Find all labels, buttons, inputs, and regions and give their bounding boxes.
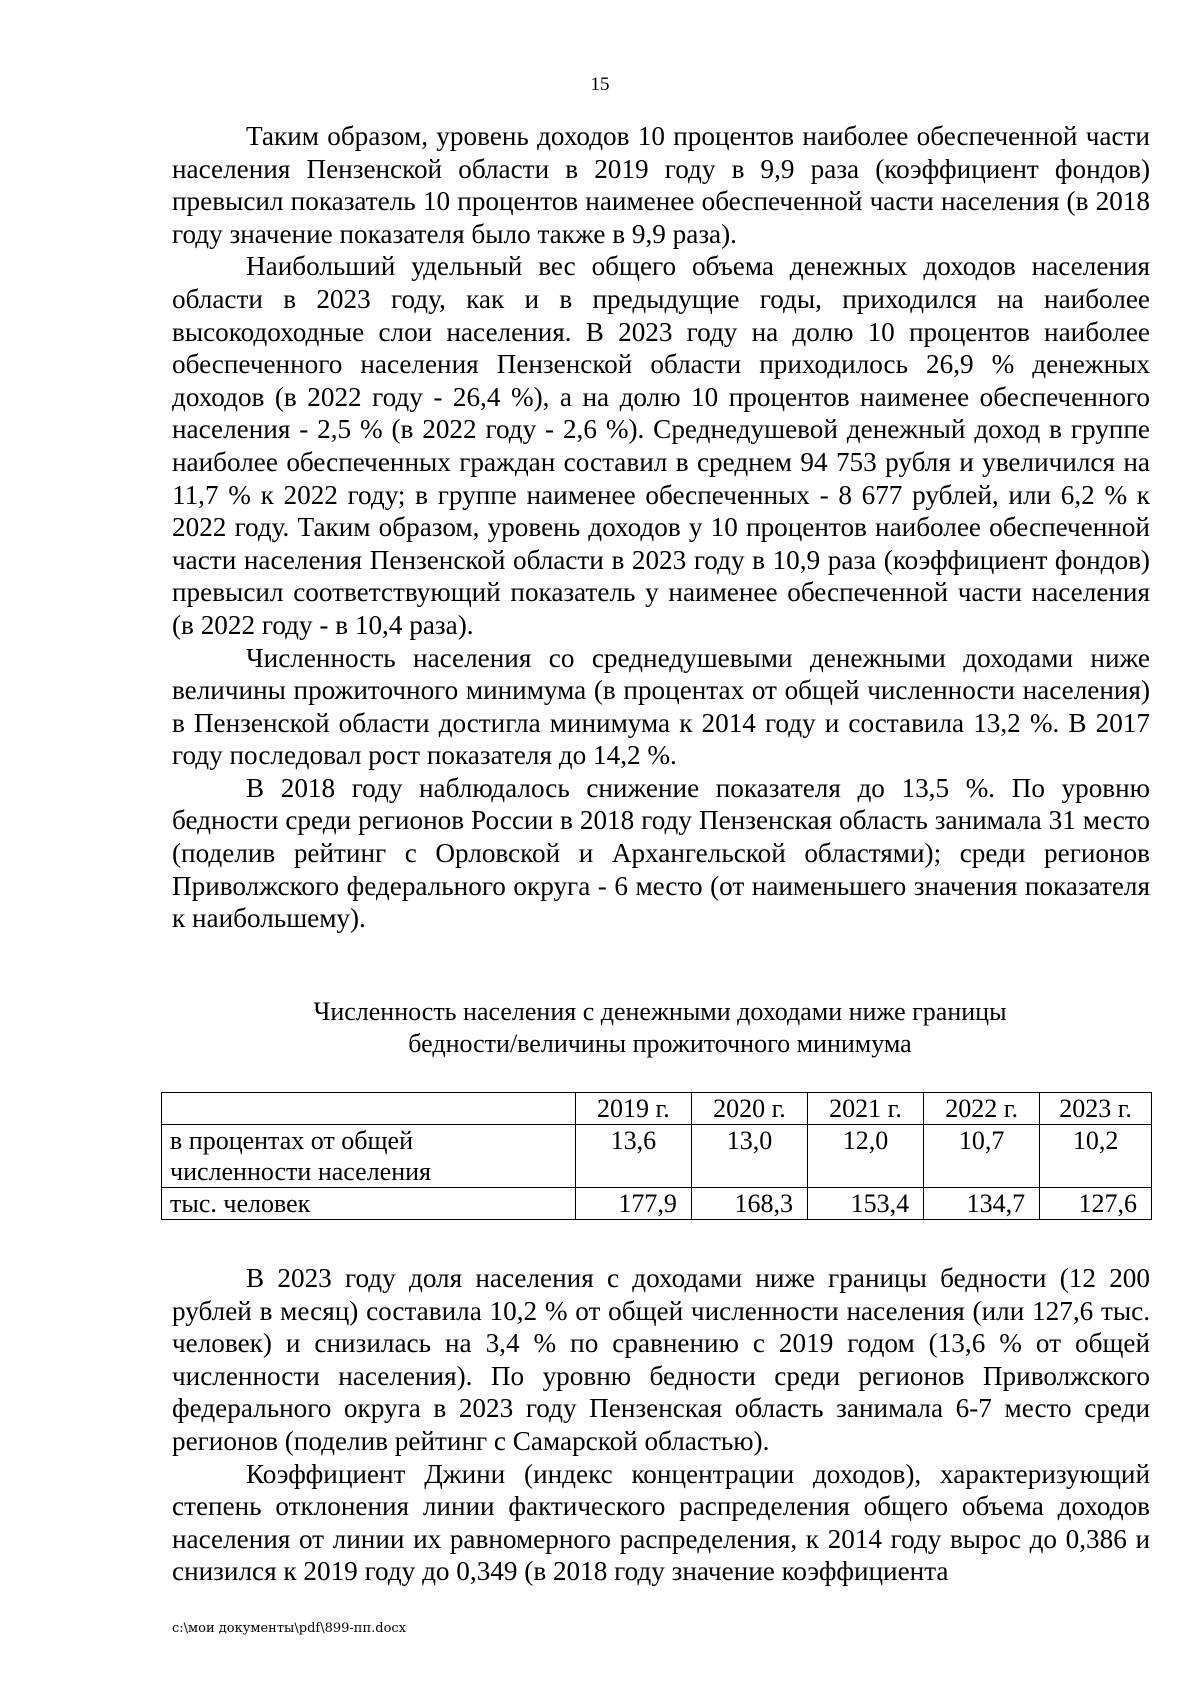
paragraph: В 2023 году доля населения с доходами ниже границы бедности (12 200 рублей в месяц) составила 10,2 % от общей численности населения (или 127,6 тыс. человек) и снизилась на 3,4 % по сравнению с 2019 годом (13,6 % от общей численности населения). По уровню бедности среди регионов Приволжского федерального округа в 2023 году Пензенская область занимала 6-7 место среди регионов (поделив рейтинг с Самарской областью). — [172, 1263, 1150, 1456]
table-cell: 13,0 — [691, 1125, 807, 1188]
paragraph: Численность населения со среднедушевыми денежными доходами ниже величины прожиточного минимума (в процентах от общей численности населения) в Пензенской области достигла минимума к 2014 году и составила 13,2 %. В 2017 году последовал рост показателя до 14,2 %. — [172, 642, 1150, 771]
footer-file-path: c:\мои документы\pdf\899-пп.docx — [172, 1621, 407, 1636]
body-text-top — [172, 120, 1150, 935]
row-label-line: численности населения — [170, 1157, 431, 1186]
table-cell: 153,4 — [807, 1188, 923, 1220]
table-caption-line: бедности/величины прожиточного минимума — [408, 1029, 912, 1058]
table-cell: 10,2 — [1040, 1125, 1152, 1188]
table-corner-cell — [162, 1093, 576, 1125]
paragraph: Таким образом, уровень доходов 10 процентов наиболее обеспеченной части населения Пензенской области в 2019 году в 9,9 раза (коэффициент фондов) превысил показатель 10 процентов наименее обеспеченной части населения (в 2018 году значение показателя было также в 9,9 раза). — [172, 121, 1150, 249]
year-header: 2022 г. — [924, 1093, 1040, 1125]
year-header: 2020 г. — [691, 1093, 807, 1125]
table-row — [162, 1188, 1152, 1220]
row-label-line: в процентах от общей — [170, 1126, 414, 1155]
page-number: 15 — [590, 74, 610, 95]
paragraph: Коэффициент Джини (индекс концентрации доходов), характеризующий степень отклонения линии фактического распределения общего объема доходов населения от линии их равномерного распределения, к 2014 году вырос до 0,386 и снизился к 2019 году до 0,349 (в 2018 году значение коэффициента — [172, 1458, 1150, 1587]
year-header: 2019 г. — [575, 1093, 691, 1125]
paragraph: Наибольший удельный вес общего объема денежных доходов населения области в 2023 году, как и в предыдущие годы, приходился на наиболее высокодоходные слои населения. В 2023 году на долю 10 процентов наиболее обеспеченного населения Пензенской области приходилось 26,9 % денежных доходов (в 2022 году - 26,4 %), а на долю 10 процентов наименее обеспеченного населения - 2,5 % (в 2022 году - 2,6 %). Среднедушевой денежный доход в группе наиболее обеспеченных граждан составил в среднем 94 753 рубля и увеличился на 11,7 % к 2022 году; в группе наименее обеспеченных - 8 677 рублей, или 6,2 % к 2022 году. Таким образом, уровень доходов у 10 процентов наиболее обеспеченной части населения Пензенской области в 2023 году в 10,9 раза (коэффициент фондов) превысил соответствующий показатель у наименее обеспеченной части населения (в 2022 году - в 10,4 раза). — [172, 251, 1150, 640]
year-header: 2023 г. — [1040, 1093, 1152, 1125]
row-label: тыс. человек — [162, 1188, 576, 1220]
table-cell: 127,6 — [1040, 1188, 1152, 1220]
table-cell: 10,7 — [924, 1125, 1040, 1188]
row-label — [162, 1125, 576, 1188]
table-caption — [160, 996, 1160, 1060]
table-cell: 168,3 — [691, 1188, 807, 1220]
year-header: 2021 г. — [807, 1093, 923, 1125]
table-caption-line: Численность населения с денежными доходами ниже границы — [313, 997, 1007, 1026]
table-row — [162, 1125, 1152, 1188]
table-cell: 12,0 — [807, 1125, 923, 1188]
table-cell: 134,7 — [924, 1188, 1040, 1220]
table-header-row — [162, 1093, 1152, 1125]
table-cell: 177,9 — [575, 1188, 691, 1220]
poverty-table — [161, 1092, 1152, 1220]
table-cell: 13,6 — [575, 1125, 691, 1188]
paragraph: В 2018 году наблюдалось снижение показателя до 13,5 %. По уровню бедности среди регионов России в 2018 году Пензенская область занимала 31 место (поделив рейтинг с Орловской и Архангельской областями); среди регионов Приволжского федерального округа - 6 место (от наименьшего значения показателя к наибольшему). — [172, 772, 1150, 934]
body-text-bottom — [172, 1262, 1150, 1588]
